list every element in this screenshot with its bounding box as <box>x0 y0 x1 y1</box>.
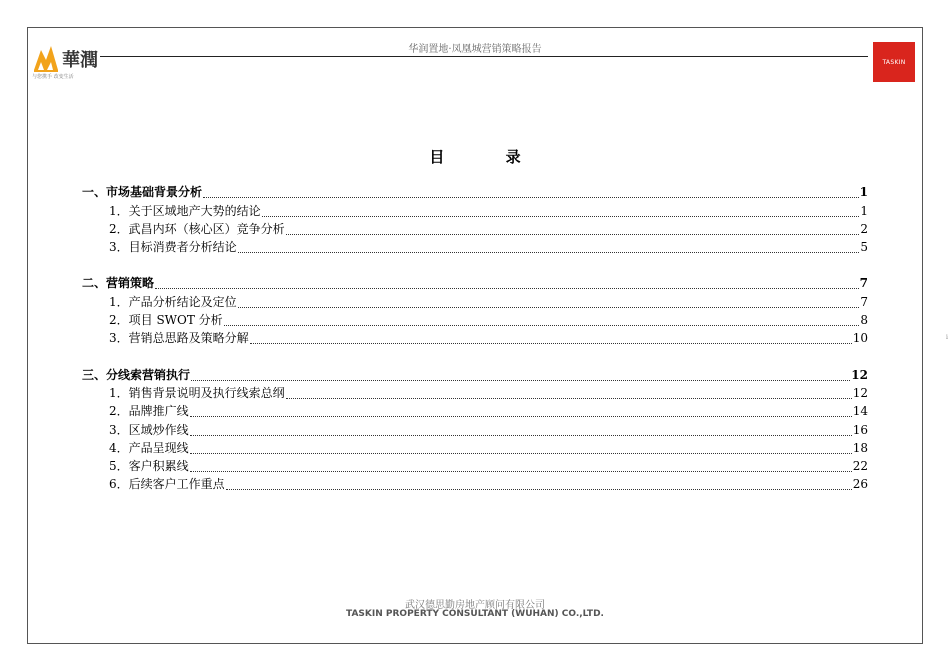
brand-label: TASKIN <box>882 58 906 66</box>
toc-leader-dots <box>250 329 852 344</box>
toc-section-entry[interactable] <box>82 365 868 383</box>
toc-leader-dots <box>190 421 852 436</box>
toc-item-entry-label: 3．区域炒作线 <box>109 422 189 437</box>
toc-item-entry-label: 3．营销总思路及策略分解 <box>109 331 249 346</box>
toc-leader-dots <box>238 238 860 253</box>
toc-section-entry-page: 7 <box>859 276 868 291</box>
toc-item-entry-page: 26 <box>852 477 868 492</box>
toc-leader-dots <box>226 475 852 490</box>
toc-item-entry-label: 1．产品分析结论及定位 <box>109 294 237 309</box>
toc-item-entry[interactable] <box>82 439 868 457</box>
toc-leader-dots <box>190 439 852 454</box>
toc-item-entry-label: 2．武昌内环（核心区）竞争分析 <box>109 221 285 236</box>
toc-item-entry-page: 16 <box>852 422 868 437</box>
header-divider <box>100 56 868 57</box>
toc-item-entry-label: 6．后续客户工作重点 <box>109 477 225 492</box>
toc-section-entry-label: 二、营销策略 <box>82 276 155 291</box>
toc-item-entry-page: 18 <box>852 440 868 455</box>
footer-company-cn: 武汉德思勤房地产顾问有限公司 <box>405 600 545 611</box>
toc-section-gap <box>82 347 868 365</box>
toc-section-entry[interactable] <box>82 274 868 292</box>
toc-item-entry-page: 8 <box>860 313 868 328</box>
toc-item-entry-page: 12 <box>852 385 868 400</box>
toc-item-entry-label: 2．项目 SWOT 分析 <box>109 313 223 328</box>
toc-section-entry-label: 一、市场基础背景分析 <box>82 185 203 200</box>
toc-leader-dots <box>190 402 852 417</box>
toc-item-entry-page: 14 <box>852 404 868 419</box>
toc-leader-dots <box>262 202 860 217</box>
toc-leader-dots <box>190 457 852 472</box>
toc-item-entry-label: 1．销售背景说明及执行线索总纲 <box>109 385 285 400</box>
logo-text: 華潤 <box>62 50 98 71</box>
toc-section-entry-page: 12 <box>851 367 868 382</box>
edge-mark: i <box>946 334 948 341</box>
toc-item-entry[interactable] <box>82 292 868 310</box>
toc-item-entry[interactable] <box>82 420 868 438</box>
toc-item-entry-label: 3．目标消费者分析结论 <box>109 240 237 255</box>
toc-leader-dots <box>155 274 859 289</box>
toc-title: 目 录 <box>429 148 549 166</box>
toc-item-entry[interactable] <box>82 402 868 420</box>
toc-leader-dots <box>203 183 859 198</box>
toc-item-entry-page: 2 <box>860 221 868 236</box>
footer-company-en: TASKIN PROPERTY CONSULTANT (WUHAN) CO.,LTD. <box>346 609 604 619</box>
toc-section-entry-page: 1 <box>859 185 868 200</box>
toc-item-entry-page: 10 <box>852 331 868 346</box>
toc-item-entry[interactable] <box>82 238 868 256</box>
toc-leader-dots <box>224 311 860 326</box>
toc-section-entry[interactable] <box>82 183 868 201</box>
toc-section-entry-label: 三、分线索营销执行 <box>82 367 191 382</box>
document-header-title: 华润置地·凤凰城营销策略报告 <box>408 44 542 55</box>
toc-item-entry[interactable] <box>82 220 868 238</box>
logo-tagline: 与您携手 改变生活 <box>32 74 74 80</box>
toc-item-entry-page: 7 <box>860 294 868 309</box>
toc-item-entry-page: 1 <box>860 203 868 218</box>
toc-leader-dots <box>238 293 860 308</box>
toc-leader-dots <box>286 384 852 399</box>
toc-item-entry[interactable] <box>82 457 868 475</box>
toc-item-entry-page: 22 <box>852 459 868 474</box>
toc-item-entry-label: 1．关于区域地产大势的结论 <box>109 203 261 218</box>
toc-item-entry[interactable] <box>82 201 868 219</box>
toc-item-entry-label: 2．品牌推广线 <box>109 404 189 419</box>
toc-item-entry-page: 5 <box>860 240 868 255</box>
toc-item-entry-label: 5．客户积累线 <box>109 459 189 474</box>
taskin-brand-badge <box>873 42 915 82</box>
toc-item-entry[interactable] <box>82 311 868 329</box>
table-of-contents <box>82 183 868 493</box>
toc-leader-dots <box>191 366 850 381</box>
toc-item-entry[interactable] <box>82 329 868 347</box>
toc-item-entry[interactable] <box>82 475 868 493</box>
toc-item-entry[interactable] <box>82 384 868 402</box>
toc-item-entry-label: 4．产品呈现线 <box>109 440 189 455</box>
toc-leader-dots <box>286 220 860 235</box>
toc-section-gap <box>82 256 868 274</box>
